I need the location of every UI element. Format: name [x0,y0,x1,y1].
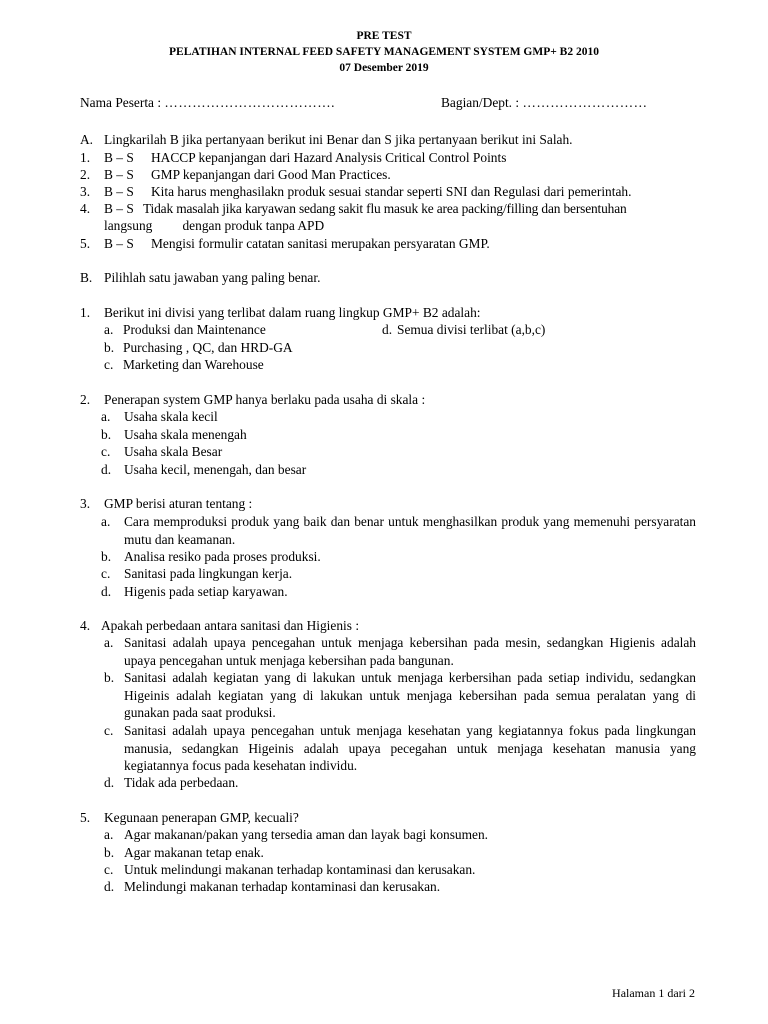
option-text: Usaha skala menengah [124,427,247,442]
option-text: Agar makanan/pakan yang tersedia aman dan layak bagi konsumen. [124,827,489,842]
question-text: Apakah perbedaan antara sanitasi dan Higienis : [101,618,360,633]
question-number: 2. [80,392,91,407]
question-text: Penerapan system GMP hanya berlaku pada usaha di skala : [104,392,426,407]
option-text: Higenis pada setiap karyawan. [124,584,288,599]
tf-item-text: HACCP kepanjangan dari Hazard Analysis Critical Control Points [151,150,507,165]
tf-item-choice[interactable]: B – S [104,150,134,165]
option-letter[interactable]: c. [101,566,111,581]
option-letter[interactable]: c. [101,444,111,459]
section-b-instruction: Pilihlah satu jawaban yang paling benar. [104,270,321,285]
tf-item-text: Mengisi formulir catatan sanitasi merupakan persyaratan GMP. [151,236,490,251]
option-letter[interactable]: d. [382,322,393,337]
participant-name-row [80,94,335,111]
option-text: Usaha kecil, menengah, dan besar [124,462,307,477]
department-blank[interactable]: ……………………… [522,95,648,110]
option-text: Usaha skala Besar [124,444,223,459]
option-text: Untuk melindungi makanan terhadap kontaminasi dan kerusakan. [124,862,476,877]
option-text: Sanitasi pada lingkungan kerja. [124,566,293,581]
option-letter[interactable]: b. [101,549,112,564]
option-letter[interactable]: b. [104,670,115,685]
section-b-marker: B. [80,270,93,285]
option-text: Melindungi makanan terhadap kontaminasi dan kerusakan. [124,879,441,894]
question-text: GMP berisi aturan tentang : [104,496,253,511]
department-row [441,94,647,111]
tf-item-choice[interactable]: B – S [104,236,134,251]
option-letter[interactable]: d. [101,462,112,477]
option-letter[interactable]: d. [104,879,115,894]
option-text: Produksi dan Maintenance [123,322,266,337]
tf-item-choice[interactable]: B – S [104,184,134,199]
section-a-marker: A. [80,132,94,147]
option-text: Analisa resiko pada proses produksi. [124,549,321,564]
tf-item-text: GMP kepanjangan dari Good Man Practices. [151,167,391,182]
option-letter[interactable]: d. [101,584,112,599]
question-number: 4. [80,618,91,633]
option-letter[interactable]: a. [104,322,114,337]
option-text: Marketing dan Warehouse [123,357,264,372]
question-number: 1. [80,305,91,320]
option-letter[interactable]: a. [101,514,111,529]
option-text: Semua divisi terlibat (a,b,c) [397,322,546,337]
question-number: 5. [80,810,91,825]
option-letter[interactable]: c. [104,723,114,738]
option-text: Sanitasi adalah upaya pencegahan untuk menjaga kebersihan pada mesin, sedangkan Higienis adalah upaya pencegahan untuk menjaga kebersihan pada bangunan. [124,635,696,668]
tf-item-choice[interactable]: B – S [104,201,134,216]
option-text: Agar makanan tetap enak. [124,845,264,860]
tf-item-number: 1. [80,150,91,165]
question-number: 3. [80,496,91,511]
question-text: Berikut ini divisi yang terlibat dalam ruang lingkup GMP+ B2 adalah: [104,305,481,320]
header-subtitle: PELATIHAN INTERNAL FEED SAFETY MANAGEMENT SYSTEM GMP+ B2 2010 [169,46,599,58]
tf-item-number: 5. [80,236,91,251]
page-number: Halaman 1 dari 2 [612,986,695,1000]
option-letter[interactable]: b. [104,340,115,355]
tf-item-number: 4. [80,201,91,216]
document-header [0,28,768,76]
department-label: Bagian/Dept. : [441,95,520,110]
section-a-instruction: Lingkarilah B jika pertanyaan berikut ini Benar dan S jika pertanyaan berikut ini Salah. [104,132,573,147]
option-text: Usaha skala kecil [124,409,218,424]
option-letter[interactable]: a. [104,635,114,650]
option-letter[interactable]: c. [104,357,114,372]
option-text: Tidak ada perbedaan. [124,775,239,790]
option-letter[interactable]: d. [104,775,115,790]
option-letter[interactable]: a. [104,827,114,842]
option-letter[interactable]: b. [101,427,112,442]
participant-name-label: Nama Peserta : [80,95,162,110]
question-text: Kegunaan penerapan GMP, kecuali? [104,810,299,825]
option-text: Purchasing , QC, dan HRD-GA [123,340,293,355]
tf-item-choice[interactable]: B – S [104,167,134,182]
option-letter[interactable]: a. [101,409,111,424]
header-date: 07 Desember 2019 [339,62,429,74]
tf-item-text-continued: langsung dengan produk tanpa APD [104,218,325,233]
tf-item-text: Tidak masalah jika karyawan sedang sakit flu masuk ke area packing/filling dan bersentuhan [143,201,627,216]
option-text: Sanitasi adalah kegiatan yang di lakukan untuk menjaga kerbersihan pada setiap individu, sedangkan Higeinis adalah kegiatan yang di lakukan untuk menjaga kebersihan pada semua peralatan yang di gunakan pada saat produksi. [124,670,696,720]
header-title: PRE TEST [356,30,412,42]
tf-item-text: Kita harus menghasilakn produk sesuai standar seperti SNI dan Regulasi dari pemerintah. [151,184,632,199]
option-text: Sanitasi adalah upaya pencegahan untuk menjaga kesehatan yang kegiatannya fokus pada lingkungan manusia, sedangkan Higeinis adalah upaya pecegahan untuk menjaga kesehatan manusia yang kegiatannya focus pada kesehatan individu. [124,723,696,773]
tf-item-number: 2. [80,167,91,182]
option-text: Cara memproduksi produk yang baik dan benar untuk menghasilkan produk yang memenuhi persyaratan mutu dan keamanan. [124,514,696,547]
option-letter[interactable]: c. [104,862,114,877]
tf-item-number: 3. [80,184,91,199]
participant-name-blank[interactable]: ………………………………. [164,95,335,110]
option-letter[interactable]: b. [104,845,115,860]
